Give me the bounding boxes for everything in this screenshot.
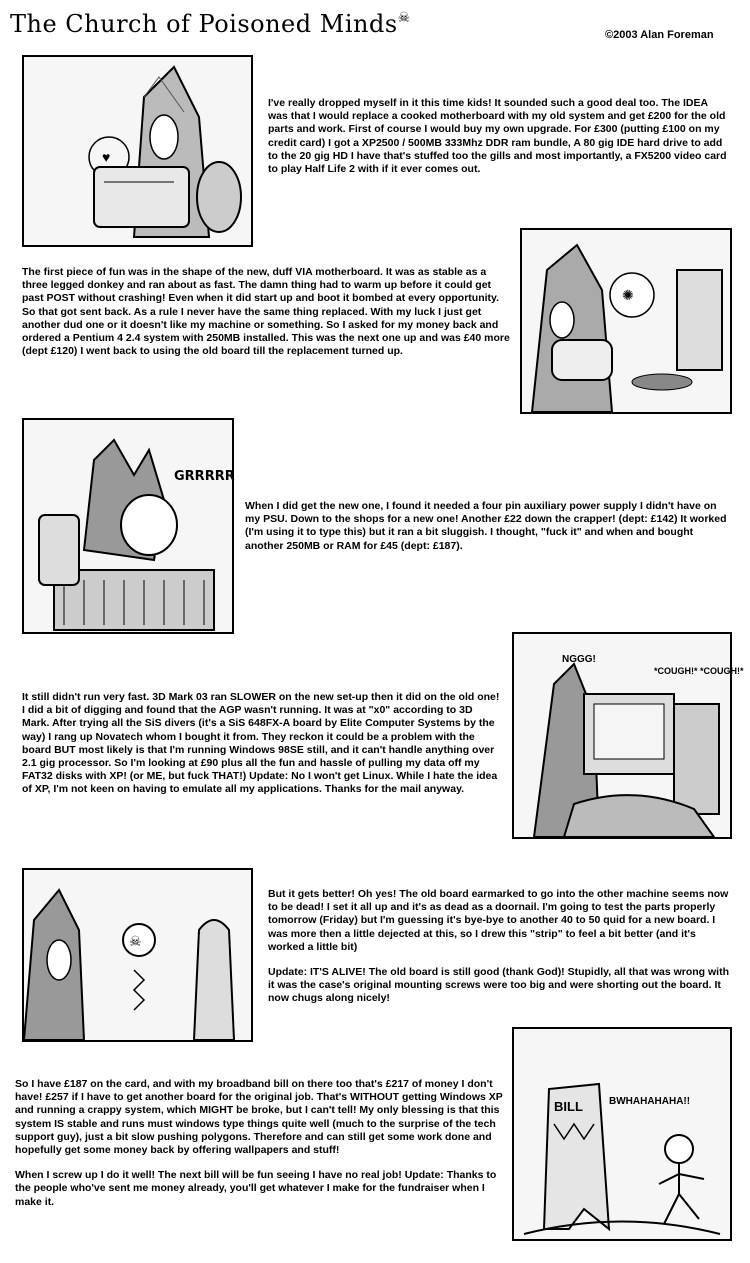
computer-coughing-drawing [514, 634, 744, 837]
skull-icon: ☠ [397, 10, 411, 26]
paragraph: Update: IT'S ALIVE! The old board is still good (thank God)! Stupidly, all that was wrong with it was the case's original mounting screws were too big and were shorting out the board. It now chugs along nicely! [268, 966, 729, 1005]
comic-panel-6 [512, 1027, 732, 1241]
sfx-text: GRRRRR [174, 469, 235, 484]
comic-panel-2 [520, 228, 732, 414]
character-at-computer-drawing [522, 230, 730, 412]
sfx-text: NGGG! [562, 654, 596, 665]
comic-panel-3 [22, 418, 234, 634]
dead-board-drawing [24, 870, 251, 1040]
paragraph: When I screw up I do it well! The next bill will be fun seeing I have no real job! Update: Thanks to the people who've sent me money already, you'll get whatever I make for the fundraiser when I make it. [15, 1169, 497, 1208]
paragraph: When I did get the new one, I found it needed a four pin auxiliary power supply I didn't have on my PSU. Down to the shops for a new one! Another £22 down the crapper! (dept: £142) It worked (I'm using it to type this) but it ran a bit sluggish. I thought, "fuck it" and when and bought another 250MB or RAM for £45 (dept: £187). [245, 500, 727, 552]
bill-label: BILL [554, 1099, 583, 1114]
paragraph: I've really dropped myself in it this time kids! It sounded such a good deal too. The IDEA was that I would replace a cooked motherboard with my old system and get £200 for the old parts and work. First of course I would buy my own upgrade. For £300 (putting £100 on my credit card) I got a XP2500 / 500MB 333Mhz DDR ram bundle, A 80 gig IDE hard drive to add to the 20 gig HD I have that's stuffed too the gills and most importantly, a FX5200 video card to play Half Life 2 with if it ever comes out. [268, 97, 727, 176]
panel-2-text [22, 266, 512, 370]
panel-1-text [268, 97, 728, 188]
panel-3-text [245, 500, 730, 565]
panel-4-text [22, 691, 502, 809]
svg-text:♥: ♥ [102, 149, 111, 165]
comic-panel-1 [22, 55, 253, 247]
paragraph: It still didn't run very fast. 3D Mark 03 ran SLOWER on the new set-up then it did on the old one! I did a bit of digging and found that the AGP wasn't running. It was at "x0" according to 3D Mark. After trying all the SiS divers (it's a SiS 648FX-A board by Elite Computer Systems by the way) I rang up Novatech whom I bought it from. They reckon it could be a problem with the board BUT most likely is that I'm running Windows 98SE still, and it can't handle anything over 2.1 gig processor. So I'm looking at £90 plus all the fun and hassle of pulling my data off my FAT32 disks with XP! (or ME, but fuck THAT!) Update: No I won't get Linux. While I hate the idea of XP, I'm not keen on having to emulate all my applications. Thanks for the mail anyway. [22, 691, 500, 796]
sfx-text: BWHAHAHAHA!! [609, 1096, 691, 1107]
paragraph: The first piece of fun was in the shape of the new, duff VIA motherboard. It was as stable as a three legged donkey and ran about as fast. The damn thing had to warm up before it could get past POST without crashing! Even when it did start up and boot it bombed at every opportunity. So that got sent back. As a rule I never have the same thing replaced. With my luck I just get another dud one or it doesn't like my machine or something. So I asked for my money back and ordered a Pentium 4 2.4 system with 250MB installed. This was the next one up and was £40 more (dept £120) I went back to using the old board till the replacement turned up. [22, 266, 510, 358]
copyright: ©2003 Alan Foreman [605, 29, 714, 41]
skull-icon: ☠ [129, 933, 142, 949]
paragraph: So I have £187 on the card, and with my broadband bill on there too that's £217 of money I don't have! £257 if I have to get another board for the original job. That's WITHOUT getting Windows XP and running a crappy system, which MIGHT be broke, but I can't tell! My only blessing is that this system IS stable and runs must windows type things quite well (much to the surprise of the tech support guy), just a bit slow pushing polygons. Therefore and can still get some work done and hopefully get some money back by offering wallpapers and stuff! [15, 1078, 503, 1157]
comic-title: The Church of Poisoned Minds☠ [10, 10, 411, 38]
comic-panel-4 [512, 632, 744, 839]
character-holding-box-drawing [24, 57, 251, 245]
sfx-text-cough: *COUGH!* *COUGH!* [654, 666, 744, 676]
angry-character-drawing [24, 420, 235, 632]
bill-chasing-drawing [514, 1029, 730, 1239]
panel-5-text [268, 888, 730, 1018]
paragraph: But it gets better! Oh yes! The old board earmarked to go into the other machine seems now to be dead! I set it all up and it's as dead as a doornail. I'm going to test the parts properly tomorrow (Friday) but I'm guessing it's bye-bye to another 40 to 50 quid for a new board. I was more then a little dejected at this, so I drew this "strip" to feel a bit better (and it's worked a little bit) [268, 888, 729, 953]
comic-panel-5 [22, 868, 253, 1042]
svg-text:✺: ✺ [622, 287, 634, 303]
panel-6-text [15, 1078, 505, 1221]
